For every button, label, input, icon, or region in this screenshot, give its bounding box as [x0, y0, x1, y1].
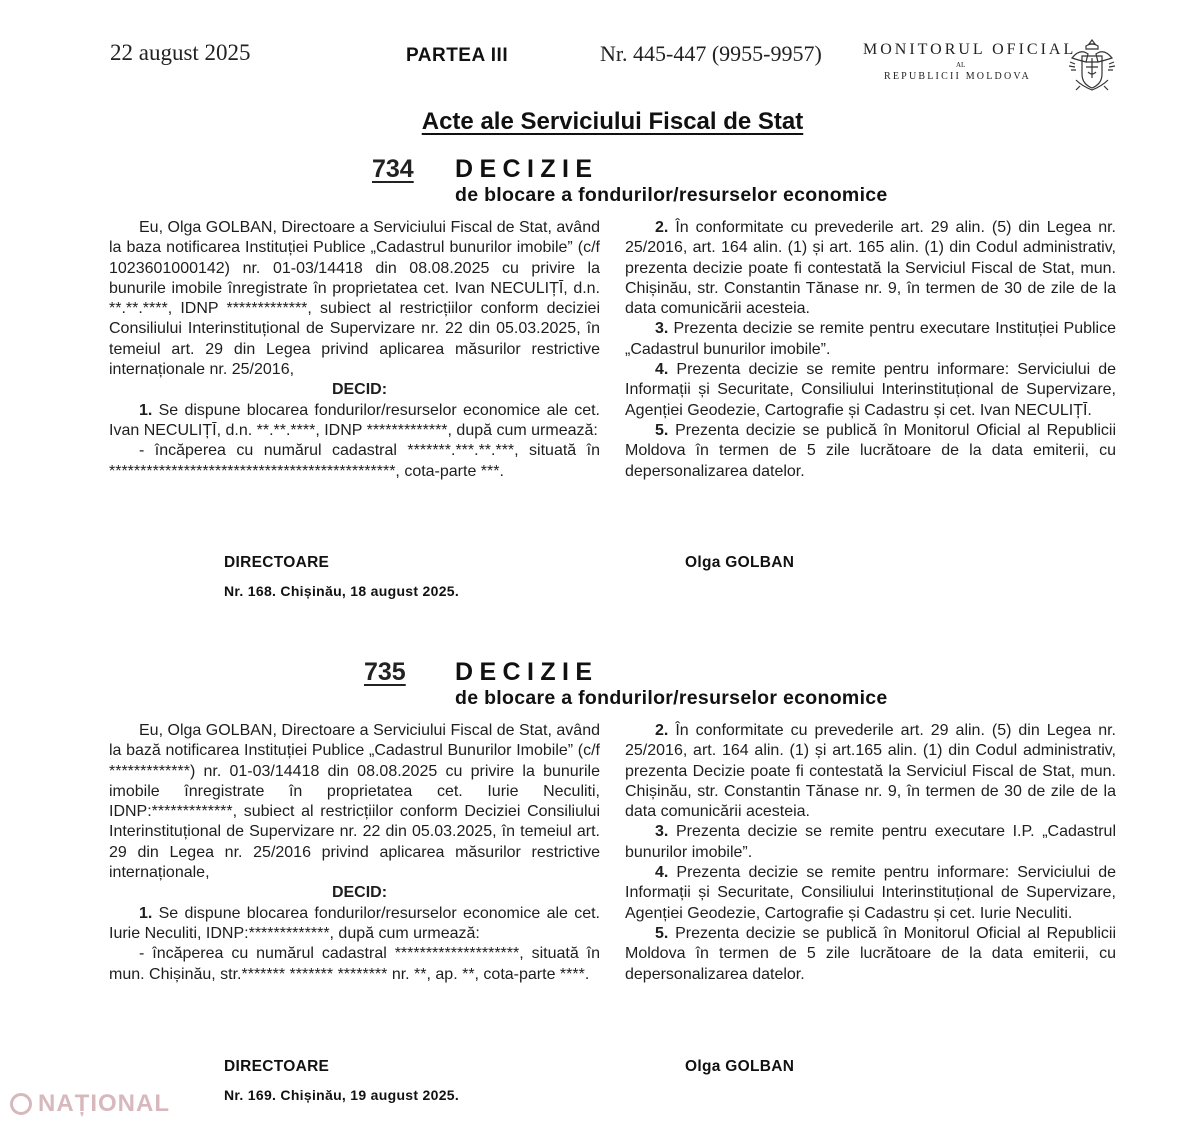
article-text: Prezenta decizie se remite pentru executare Instituției Publice „Cadastrul bunurilor imobile”.: [625, 320, 1116, 358]
decision-subtitle: de blocare a fondurilor/resurselor economice: [455, 687, 888, 709]
article-4: [625, 863, 1116, 924]
issue-date: 22 august 2025: [110, 40, 251, 65]
decision-number: 734: [372, 155, 414, 183]
article-5: [625, 924, 1116, 985]
preamble-paragraph: Eu, Olga GOLBAN, Directoare a Serviciului Fiscal de Stat, având la baza notificarea Instituției Publice „Cadastrul bunurilor imobile” (c/f 1023601000142) nr. 01-03/14418 din 08.08.2025 cu privire la bunurile imobile înregistrate în proprietatea cet. Ivan NECULIȚĪ, d.n. **.**.****, IDNP *************, subiect al restricțiilor conform deciziei Consiliului Interinstituțional de Supervizare nr. 22 din 05.03.2025, în temeiul art. 29 din Legea privind aplicarea măsurilor restrictive internaționale nr. 25/2016,: [109, 219, 600, 379]
part-label: PARTEA III: [406, 45, 509, 66]
article-number: 1.: [139, 904, 153, 922]
issue-number: Nr. 445-447 (9955-9957): [600, 41, 822, 66]
article-number: 4.: [655, 361, 669, 379]
article-2: [625, 218, 1116, 319]
article-text: În conformitate cu prevederile art. 29 alin. (5) din Legea nr. 25/2016, art. 164 alin. (1) și art.165 alin. (1) din Codul administrativ, prezenta Decizie poate fi contestată la Serviciul Fiscal de Stat, mun. Chișinău, str. Constantin Tănase nr. 9, în termen de 30 de zile de la data comunicării acesteia.: [625, 722, 1116, 821]
decision-left-column: [109, 218, 600, 482]
decision-meta: Nr. 168. Chișinău, 18 august 2025.: [224, 583, 460, 599]
article-text: Se dispune blocarea fondurilor/resurselor economice ale cet. Ivan NECULIȚĪ, d.n. **.**.****, IDNP *************, după cum urmează:: [109, 401, 600, 439]
decision-number: 735: [364, 658, 406, 686]
article-1-detail: - încăperea cu numărul cadastral ********************, situată în mun. Chișinău, str.******* ******* ******** nr. **, ap. **, cota-parte ****.: [109, 945, 600, 983]
signer-role: DIRECTOARE: [224, 554, 330, 571]
article-text: Se dispune blocarea fondurilor/resurselor economice ale cet. Iurie Neculiti, IDNP:*************, după cum urmează:: [109, 904, 600, 942]
decision-title: DECIZIE: [455, 155, 599, 183]
decision-left-column: [109, 721, 600, 985]
article-number: 3.: [655, 823, 669, 841]
article-number: 4.: [655, 864, 669, 882]
decision-title: DECIZIE: [455, 658, 599, 686]
article-text: Prezenta decizie se remite pentru informare: Serviciului de Informații și Securitate, Consiliului Interinstituțional de Supervizare, Agenției Geodezie, Cartografie și Cadastru și cet. Ivan NECULIȚĪ.: [625, 361, 1116, 419]
watermark-logo: [10, 1090, 170, 1118]
article-1: [109, 904, 600, 945]
article-text: Prezenta decizie se remite pentru executare I.P. „Cadastrul bunurilor imobile”.: [625, 823, 1116, 861]
article-number: 3.: [655, 320, 669, 338]
article-text: Prezenta decizie se publică în Monitorul Oficial al Republicii Moldova în termen de 5 zile lucrătoare de la data emiterii, cu depersonalizarea datelor.: [625, 924, 1116, 983]
article-number: 5.: [655, 421, 669, 439]
decision-right-column: [625, 218, 1116, 482]
article-3: [625, 319, 1116, 360]
article-5: [625, 421, 1116, 482]
article-text: Prezenta decizie se remite pentru informare: Serviciului de Informații și Securitate, Consiliului Interinstituțional de Supervizare, Agenției Geodezie, Cartografie și Cadastru și cet. Iurie Neculiti.: [625, 864, 1116, 922]
gazette-title-line1: MONITORUL OFICIAL: [863, 41, 1077, 58]
gazette-title-al: AL: [956, 61, 966, 69]
decid-heading: DECID:: [331, 884, 388, 902]
article-1-detail: - încăperea cu numărul cadastral *******.***.**.***, situată în **********************************************, cota-parte ***.: [109, 442, 600, 480]
signer-name: Olga GOLBAN: [685, 554, 795, 571]
article-number: 5.: [655, 924, 669, 942]
gazette-title-line2: REPUBLICII MOLDOVA: [884, 71, 1031, 82]
signer-role: DIRECTOARE: [224, 1058, 330, 1075]
decision-right-column: [625, 721, 1116, 985]
article-text: Prezenta decizie se publică în Monitorul Oficial al Republicii Moldova în termen de 5 zile lucrătoare de la data emiterii, cu depersonalizarea datelor.: [625, 421, 1116, 480]
article-4: [625, 360, 1116, 421]
section-title: Acte ale Serviciului Fiscal de Stat: [421, 108, 804, 135]
decid-heading: DECID:: [331, 381, 388, 399]
watermark-text: NAȚIONAL: [38, 1090, 170, 1117]
article-text: În conformitate cu prevederile art. 29 alin. (5) din Legea nr. 25/2016, art. 164 alin. (1) și art. 165 alin. (1) din Codul administrativ, prezenta decizie poate fi contestată la Serviciul Fiscal de Stat, mun. Chișinău, str. Constantin Tănase nr. 9, în termen de 30 de zile de la data comunicării acesteia.: [625, 219, 1116, 318]
signer-name: Olga GOLBAN: [685, 1058, 795, 1075]
watermark-circle-icon: [10, 1093, 32, 1115]
preamble-paragraph: Eu, Olga GOLBAN, Directoare a Serviciului Fiscal de Stat, având la bază notificarea Instituției Publice „Cadastrul Bunurilor Imobile” (c/f *************) nr. 01-03/14418 din 08.08.2025 cu privire la bunurile imobile înregistrate în proprietatea cet. Iurie Neculiti, IDNP:*************, subiect al restricțiilor conform Deciziei Consiliului Interinstituțional de Supervizare nr. 22 din 05.03.2025, în temeiul art. 29 din Legea nr. 25/2016 privind aplicarea măsurilor restrictive internaționale,: [109, 722, 600, 882]
article-number: 2.: [655, 722, 669, 739]
article-2: [625, 721, 1116, 822]
article-1: [109, 401, 600, 442]
article-number: 1.: [139, 401, 153, 419]
article-3: [625, 822, 1116, 863]
decision-subtitle: de blocare a fondurilor/resurselor economice: [455, 184, 888, 206]
article-number: 2.: [655, 219, 669, 236]
coat-of-arms-icon: [1066, 36, 1118, 96]
decision-meta: Nr. 169. Chișinău, 19 august 2025.: [224, 1087, 460, 1103]
